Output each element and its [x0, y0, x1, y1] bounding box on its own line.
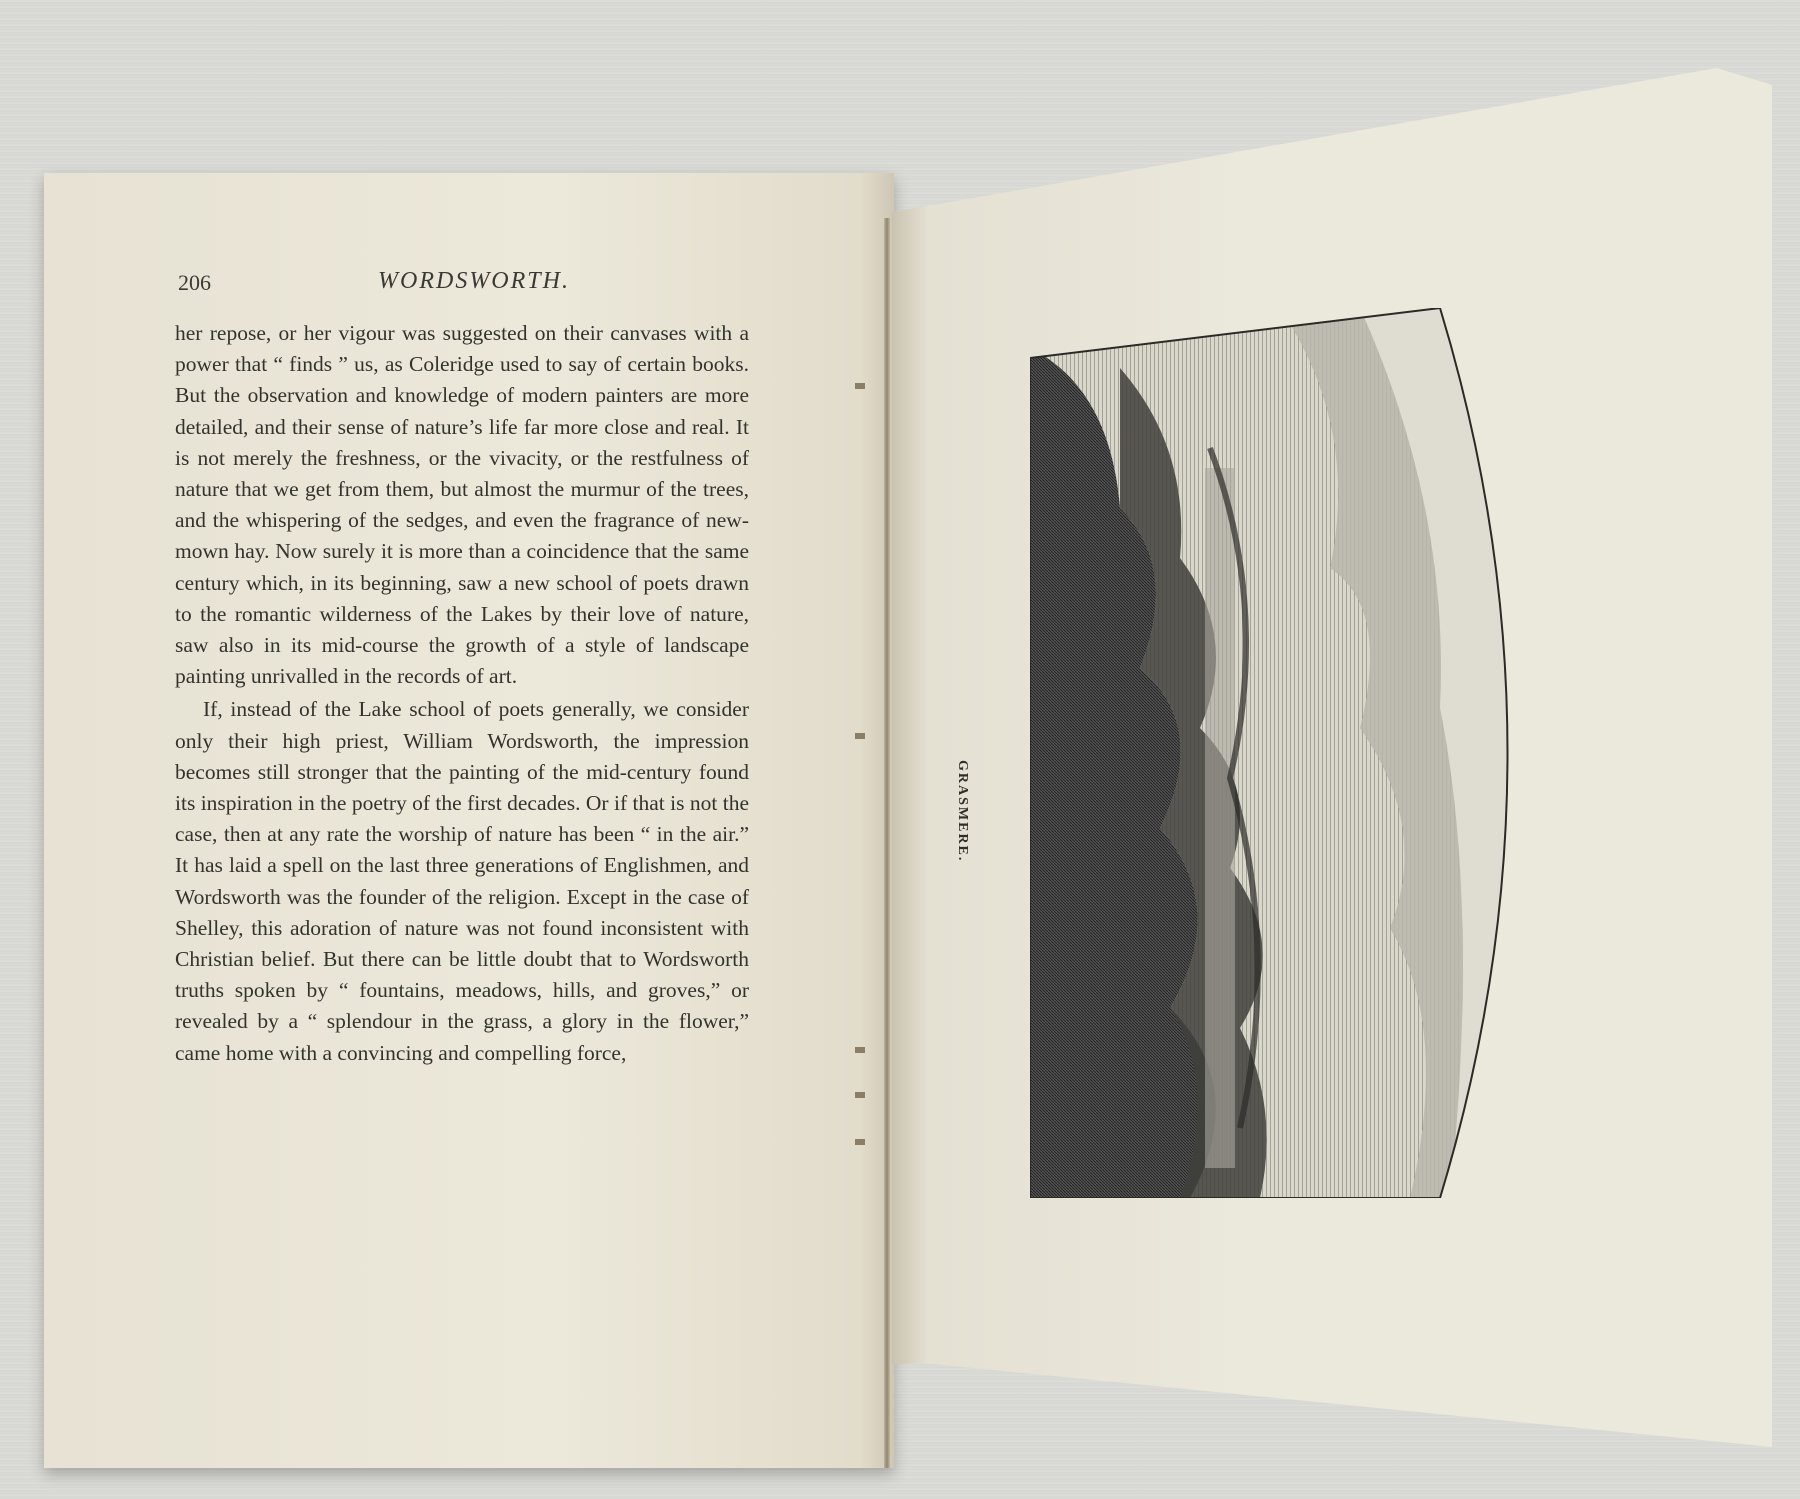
binding-stitch: [855, 383, 865, 389]
body-text: [175, 318, 749, 1069]
paragraph: her repose, or her vigour was suggested on their canvases with a power that “ finds ” us, as Coleridge used to say of certain books. But the observation and knowledge of modern painters are more detailed, and their sense of nature’s life far more close and real. It is not merely the freshness, or the vivacity, or the restfulness of nature that we get from them, but almost the murmur of the trees, and the whispering of the sedges, and even the fragrance of new-mown hay. Now surely it is more than a coincidence that the same century which, in its beginning, saw a new school of poets drawn to the romantic wilderness of the Lakes by their love of nature, saw also in its mid-course the growth of a style of landscape painting unrivalled in the records of art.: [175, 321, 749, 689]
book-gutter: [884, 218, 890, 1468]
binding-stitch: [855, 733, 865, 739]
binding-stitch: [855, 1092, 865, 1098]
binding-stitch: [855, 1047, 865, 1053]
page-number: 206: [178, 270, 211, 295]
grasmere-engraving: [1030, 308, 1535, 1198]
paragraph: If, instead of the Lake school of poets generally, we consider only their high priest, William Wordsworth, the impression becomes still stronger that the painting of the mid-century found its inspiration in the poetry of the first decades. Or if that is not the case, then at any rate the worship of nature has been “ in the air.” It has laid a spell on the last three generations of Englishmen, and Wordsworth was the founder of the religion. Except in the case of Shelley, this adoration of nature was not found inconsistent with Christian belief. But there can be little doubt that to Wordsworth truths spoken by “ fountains, meadows, hills, and groves,” or revealed by a “ splendour in the grass, a glory in the flower,” came home with a convincing and compelling force,: [175, 697, 749, 1065]
plate-caption: GRASMERE.: [955, 760, 970, 863]
binding-stitch: [855, 1139, 865, 1145]
running-title: WORDSWORTH.: [378, 268, 570, 294]
page-header: [178, 270, 748, 310]
